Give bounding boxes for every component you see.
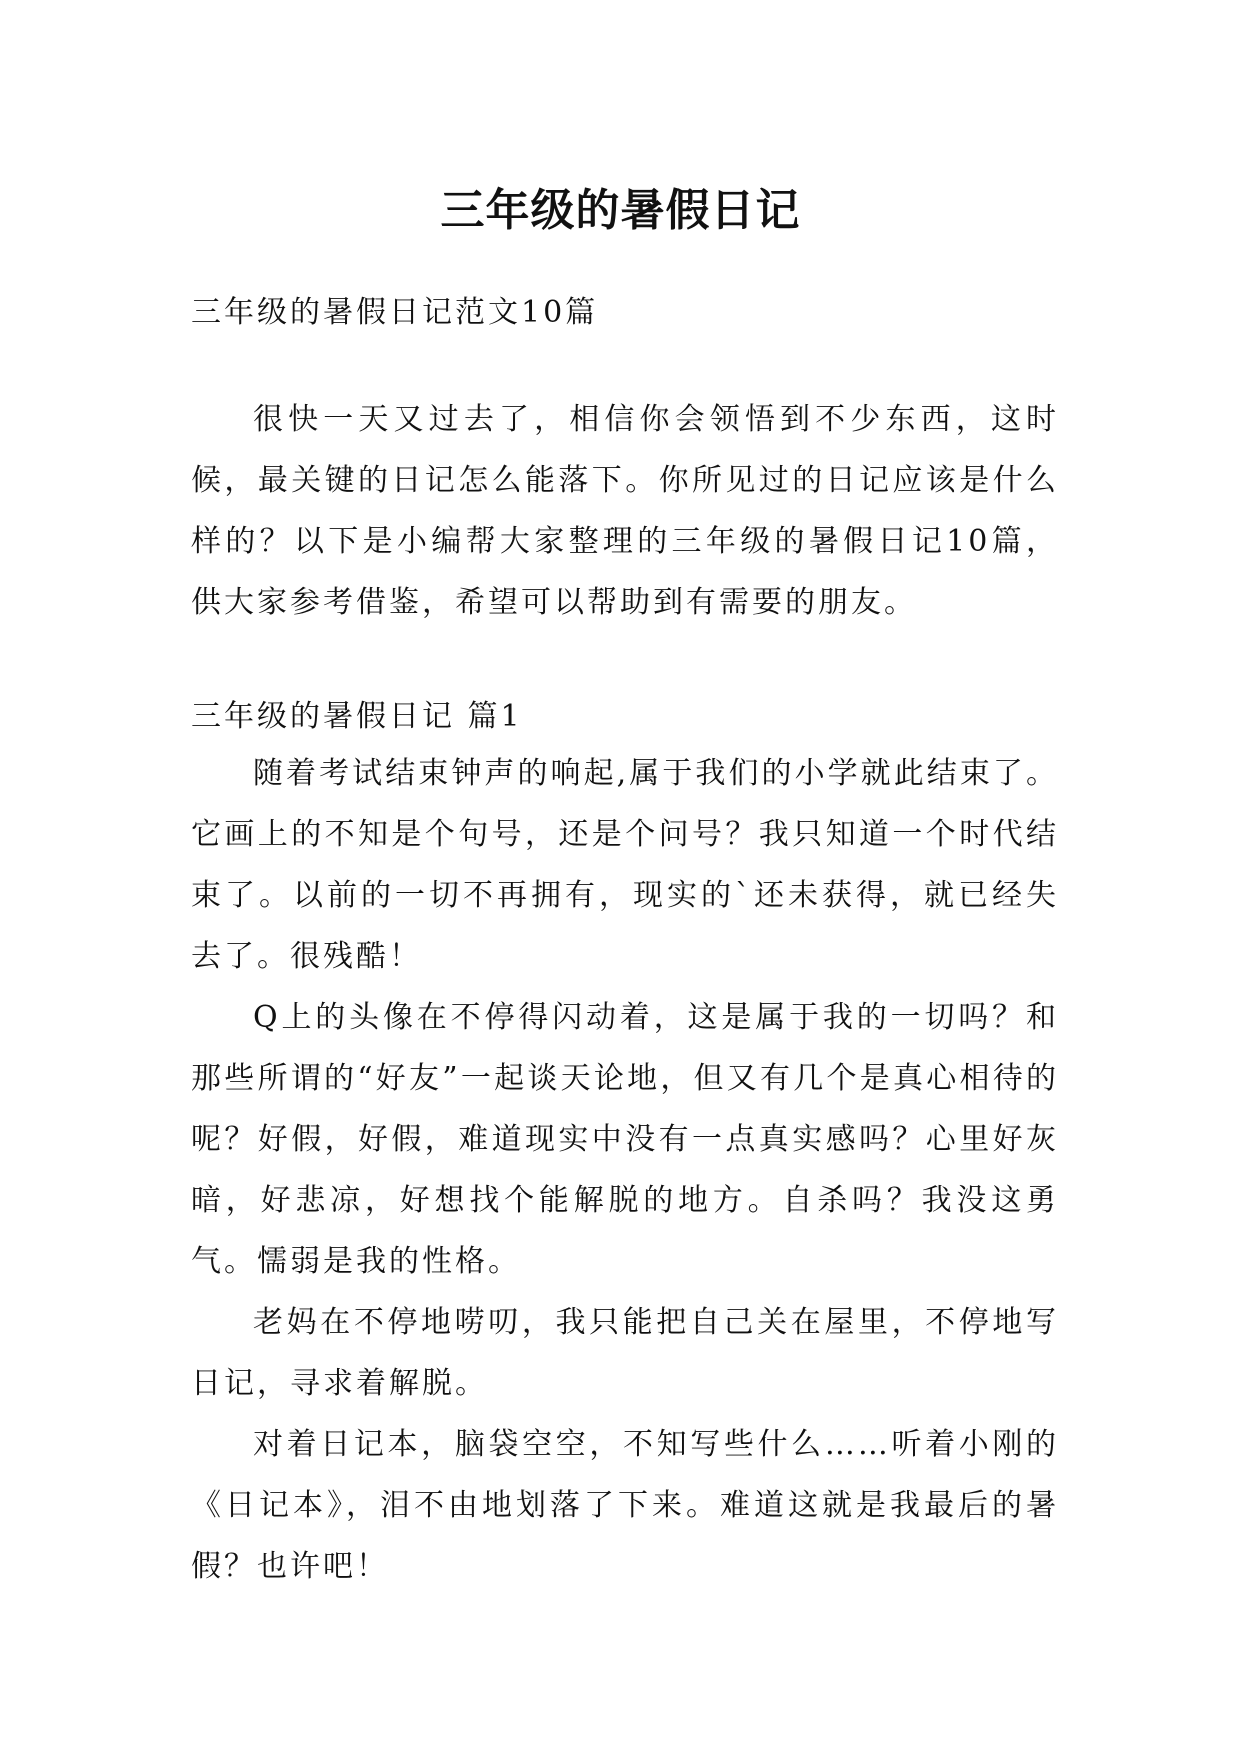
intro-paragraph: 很快一天又过去了，相信你会领悟到不少东西，这时候，最关键的日记怎么能落下。你所见过的日记应该是什么样的？以下是小编帮大家整理的三年级的暑假日记10篇，供大家参考借鉴，希望可以帮助到有需要的朋友。: [191, 402, 1059, 620]
document-body: [191, 287, 1059, 1597]
body-paragraph: 随着考试结束钟声的响起,属于我们的小学就此结束了。它画上的不知是个句号，还是个问号？我只知道一个时代结束了。以前的一切不再拥有，现实的`还未获得，就已经失去了。很残酷！: [191, 756, 1059, 974]
document-subtitle: 三年级的暑假日记范文10篇: [191, 295, 599, 330]
section-heading: 三年级的暑假日记 篇1: [191, 699, 523, 734]
body-paragraph: Q上的头像在不停得闪动着，这是属于我的一切吗？和那些所谓的“好友”一起谈天论地，但又有几个是真心相待的呢？好假，好假，难道现实中没有一点真实感吗？心里好灰暗，好悲凉，好想找个能解脱的地方。自杀吗？我没这勇气。懦弱是我的性格。: [191, 1000, 1059, 1279]
body-paragraph: 老妈在不停地唠叨，我只能把自己关在屋里，不停地写日记，寻求着解脱。: [191, 1305, 1059, 1401]
document-title: 三年级的暑假日记: [440, 185, 801, 237]
body-paragraph: 对着日记本，脑袋空空，不知写些什么……听着小刚的《日记本》，泪不由地划落了下来。难道这就是我最后的暑假？也许吧！: [191, 1427, 1059, 1584]
